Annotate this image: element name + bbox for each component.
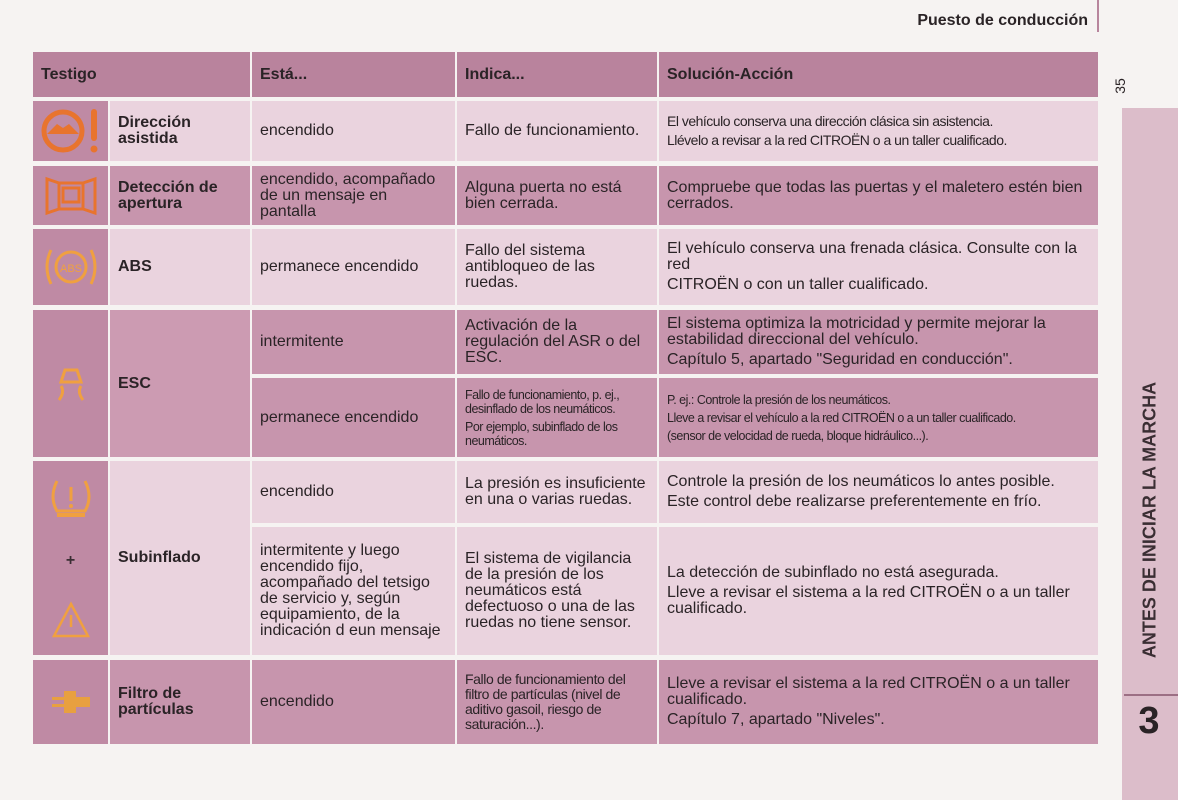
icon-cell (33, 660, 108, 744)
page-header-title: Puesto de conducción (917, 12, 1088, 29)
solucion-cell (659, 527, 1098, 655)
svg-text:ABS: ABS (59, 263, 82, 275)
solucion-text: Lleve a revisar el sistema a la red CITROËN o a un taller cualificado. (667, 584, 1070, 617)
indica-cell (457, 310, 657, 374)
solucion-text: (sensor de velocidad de rueda, bloque hidráulico...). (667, 428, 929, 443)
testigo-name: Dirección asistida (110, 101, 250, 161)
warning-triangle-icon (51, 601, 91, 639)
solucion-text: El sistema optimiza la motricidad y permite mejorar la estabilidad direccional del vehículo. (667, 315, 1046, 348)
solucion-text: Lleve a revisar el sistema a la red CITROËN o a un taller cualificado. (667, 675, 1070, 708)
solucion-text: El vehículo conserva una dirección clásica sin asistencia. (667, 113, 993, 129)
col-header-testigo: Testigo (33, 52, 250, 97)
solucion-text: El vehículo conserva una frenada clásica. Consulte con la red (667, 240, 1078, 273)
plus-sign: + (65, 552, 76, 569)
esta-cell: encendido (252, 101, 455, 161)
esta-cell: intermitente y luego encendido fijo, acompañado del tetsigo de servicio y, según equipamiento, de la indicación d eun mensaje (252, 527, 455, 655)
tire-pressure-icon (49, 477, 93, 521)
testigo-name: ABS (110, 229, 250, 305)
esta-cell: intermitente (252, 310, 455, 374)
esta-cell: permanece encendido (252, 229, 455, 305)
solucion-cell (659, 229, 1098, 305)
steering-warning-icon (39, 106, 103, 156)
solucion-cell (659, 660, 1098, 744)
page-number: 35 (1111, 78, 1128, 94)
esta-cell: encendido, acompañado de un mensaje en pantalla (252, 166, 455, 225)
solucion-cell (659, 461, 1098, 523)
esc-skid-icon (53, 364, 89, 404)
solucion-text: Compruebe que todas las puertas y el maletero estén bien cerrados. (667, 178, 1083, 212)
indica-cell (457, 527, 657, 655)
particle-filter-icon (46, 687, 96, 717)
esta-cell: encendido (252, 461, 455, 523)
indica-text: El sistema de vigilancia de la presión de los neumáticos está defectuoso o una de las ruedas no tiene sensor. (465, 550, 635, 631)
indica-cell: Fallo de funcionamiento. (457, 101, 657, 161)
solucion-text: Lleve a revisar el vehículo a la red CITROËN o a un taller cualificado. (667, 410, 1016, 425)
testigo-name: Subinflado (110, 461, 250, 655)
solucion-text: La detección de subinflado no está asegurada. (667, 564, 999, 581)
solucion-cell (659, 101, 1098, 161)
solucion-text: Este control debe realizarse preferentemente en frío. (667, 493, 1042, 510)
icon-cell (33, 101, 108, 161)
indica-cell: Fallo de funcionamiento del filtro de partículas (nivel de aditivo gasoil, riesgo de saturación...). (457, 660, 657, 744)
testigo-name: Filtro de partículas (110, 660, 250, 744)
indica-text: Por ejemplo, subinflado de los neumáticos. (465, 419, 618, 448)
indica-text: La presión es insuficiente en una o varias ruedas. (465, 475, 646, 508)
indica-text: Fallo de funcionamiento, p. ej., desinflado de los neumáticos. (465, 387, 620, 416)
solucion-text: P. ej.: Controle la presión de los neumáticos. (667, 392, 891, 407)
testigo-name: Detección de apertura (110, 166, 250, 225)
esta-cell: permanece encendido (252, 378, 455, 457)
indica-text: Activación de la regulación del ASR o del ESC. (465, 317, 641, 366)
solucion-text: Capítulo 5, apartado "Seguridad en conducción". (667, 351, 1013, 368)
indica-cell (457, 378, 657, 457)
indica-cell: Alguna puerta no está bien cerrada. (457, 166, 657, 225)
icon-cell (33, 310, 108, 457)
chapter-number: 3 (1138, 700, 1160, 742)
solucion-cell (659, 310, 1098, 374)
door-open-icon (43, 175, 99, 217)
col-header-esta: Está... (252, 52, 455, 97)
section-title: ANTES DE INICIAR LA MARCHA (1139, 381, 1160, 659)
header-rule (1097, 0, 1099, 32)
indica-cell: Fallo del sistema antibloqueo de las ruedas. (457, 229, 657, 305)
icon-cell (33, 166, 108, 225)
indica-cell (457, 461, 657, 523)
esta-cell: encendido (252, 660, 455, 744)
col-header-solucion: Solución-Acción (659, 52, 1098, 97)
col-header-indica: Indica... (457, 52, 657, 97)
icon-cell (33, 461, 108, 655)
solucion-cell (659, 378, 1098, 457)
solucion-text: Controle la presión de los neumáticos lo antes posible. (667, 473, 1055, 490)
chapter-rule (1124, 694, 1178, 696)
testigo-name: ESC (110, 310, 250, 457)
solucion-text: CITROËN o con un taller cualificado. (667, 276, 929, 293)
solucion-text: Capítulo 7, apartado "Niveles". (667, 711, 885, 728)
solucion-cell (659, 166, 1098, 225)
solucion-text: Llévelo a revisar a la red CITROËN o a un taller cualificado. (667, 132, 1007, 148)
abs-icon (41, 242, 101, 292)
icon-cell (33, 229, 108, 305)
